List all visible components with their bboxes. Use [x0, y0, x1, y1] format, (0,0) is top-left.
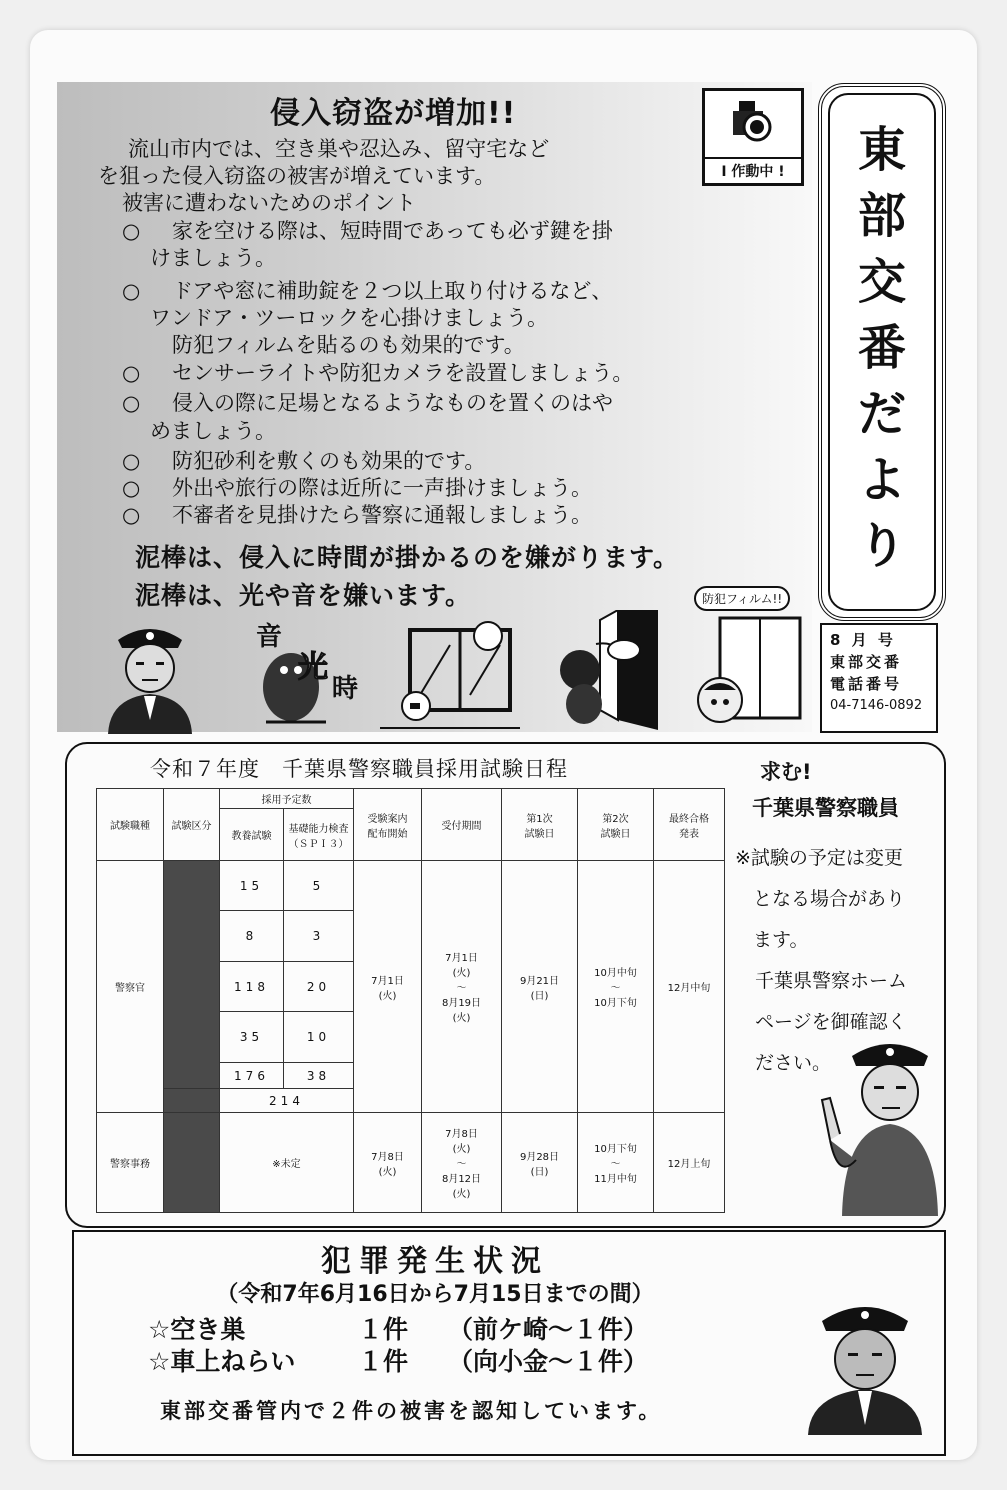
- header-second: [578, 789, 654, 861]
- planned-b: 3: [284, 911, 354, 962]
- header-guide-line: 受験案内: [367, 813, 408, 825]
- crime-type: ☆車上ねらい: [148, 1347, 296, 1376]
- recruit-subheading: 千葉県警察職員: [752, 796, 899, 820]
- note-line: ます。: [753, 929, 809, 951]
- job-police-clerk: 警察事務: [97, 1113, 164, 1213]
- bullet-1-cont: けましょう。: [150, 246, 276, 270]
- intro-line-2: を狙った侵入窃盗の被害が増えています。: [98, 164, 496, 188]
- header-final-line: 発表: [679, 828, 699, 840]
- header-first-line: 第1次: [526, 813, 553, 825]
- light-label: 光: [298, 650, 328, 685]
- officer-second-exam: [578, 861, 654, 1113]
- officer-guide-date: [354, 861, 422, 1113]
- camera-icon: [729, 99, 775, 145]
- job-police-officer: 警察官: [97, 861, 164, 1113]
- officer-final: 12月中旬: [654, 861, 725, 1113]
- date-line: 8月12日: [441, 1174, 482, 1185]
- planned-a: 176: [220, 1063, 284, 1089]
- header-planned-sub2: [284, 809, 354, 861]
- header-planned-sub2-line: 基礎能力検査: [288, 823, 349, 835]
- burglar-door-illustration: [540, 610, 670, 734]
- title-char: 部: [857, 188, 906, 244]
- bullet-text: 家を空ける際は、短時間であっても必ず鍵を掛: [172, 219, 613, 243]
- article-title: 侵入窃盗が増加!!: [270, 96, 517, 131]
- date-line: ～: [456, 983, 467, 994]
- crime-detail: （前ケ崎～１件）: [448, 1315, 649, 1344]
- planned-total: 214: [220, 1089, 354, 1113]
- date-line: ～: [610, 983, 621, 994]
- crime-summary: 東部交番管内で２件の被害を認知しています。: [160, 1399, 663, 1423]
- planned-b: 5: [284, 861, 354, 911]
- bullet-marker: ○: [122, 391, 141, 415]
- crime-detail: （向小金～１件）: [448, 1347, 649, 1376]
- bullet-marker: ○: [122, 279, 141, 303]
- crime-title: 犯罪発生状況: [321, 1244, 549, 1279]
- film-window-icon: [690, 610, 805, 734]
- title-char: り: [857, 518, 906, 574]
- note-line: ページを御確認く: [755, 1011, 907, 1033]
- phone-label: 電話番号: [830, 675, 903, 693]
- note-line: ださい。: [755, 1052, 832, 1074]
- title-char: 交: [857, 254, 906, 310]
- clerk-accept-period: [422, 1113, 502, 1213]
- header-first-line: 試験日: [524, 828, 555, 840]
- header-planned-sub2-line: （ＳＰＩ３）: [288, 838, 349, 850]
- title-char: だ: [857, 386, 906, 442]
- header-planned-sub1: 教養試験: [220, 809, 284, 861]
- date-line: (日): [530, 990, 549, 1002]
- date-line: 10月中旬: [594, 968, 637, 979]
- planned-b: 20: [284, 962, 354, 1012]
- category-cell-dark: [164, 861, 220, 1089]
- bullet-text: センサーライトや防犯カメラを設置しましょう。: [172, 361, 634, 385]
- bullet-2-cont: ワンドア・ツーロックを心掛けましょう。: [150, 306, 548, 330]
- date-line: 7月1日: [371, 975, 404, 987]
- planned-a: 15: [220, 861, 284, 911]
- security-film-illustration: [690, 586, 805, 734]
- officer-first-exam: [502, 861, 578, 1113]
- film-speech-bubble: 防犯フィルム!!: [694, 586, 790, 611]
- date-line: (火): [452, 1189, 471, 1200]
- clerk-planned: ※未定: [220, 1113, 354, 1213]
- police-officer-illustration: [100, 610, 200, 734]
- category-cell-dark: [164, 1113, 220, 1213]
- header-second-line: 試験日: [600, 828, 631, 840]
- bullet-text: 侵入の際に足場となるようなものを置くのはや: [172, 391, 613, 415]
- phone-number: 04-7146-0892: [830, 698, 923, 713]
- header-final: [654, 789, 725, 861]
- issue-info-box: [820, 623, 938, 733]
- date-line: 9月28日: [519, 1151, 560, 1163]
- bullet-1: [122, 218, 613, 245]
- header-second-line: 第2次: [602, 813, 629, 825]
- crime-count: １件: [358, 1347, 409, 1376]
- bullet-marker: ○: [122, 503, 141, 527]
- date-line: 10月下旬: [594, 998, 637, 1009]
- bullet-3: [122, 360, 633, 387]
- bullet-text: 防犯砂利を敷くのも効果的です。: [172, 449, 486, 473]
- bullet-text: 外出や旅行の際は近所に一声掛けましょう。: [172, 476, 592, 500]
- header-final-line: 最終合格: [669, 813, 709, 825]
- planned-a: 118: [220, 962, 284, 1012]
- bullet-marker: ○: [122, 219, 141, 243]
- note-line: ※試験の予定は変更: [735, 847, 903, 869]
- title-char: 東: [857, 122, 906, 178]
- note-line: となる場合があり: [753, 888, 906, 910]
- date-line: 10月下旬: [594, 1144, 637, 1155]
- bullet-marker: ○: [122, 361, 141, 385]
- date-line: (火): [452, 1013, 471, 1024]
- sound-light-illustration: [236, 612, 366, 732]
- date-line: ～: [456, 1159, 467, 1170]
- bullet-7: [122, 502, 592, 529]
- crime-period: （令和7年6月16日から7月15日までの間）: [216, 1282, 654, 1307]
- bullet-6: [122, 475, 592, 502]
- header-job: 試験職種: [97, 789, 164, 861]
- crime-count: １件: [358, 1315, 409, 1344]
- bullet-text: ドアや窓に補助錠を２つ以上取り付けるなど、: [172, 279, 613, 303]
- intro-line-1: 流山市内では、空き巣や忍込み、留守宅など: [128, 137, 550, 161]
- header-guide: [354, 789, 422, 861]
- date-line: (日): [530, 1166, 549, 1178]
- emphasis-line-2: 泥棒は、光や音を嫌います。: [135, 581, 472, 610]
- bullet-marker: ○: [122, 476, 141, 500]
- window-lock-illustration: [380, 610, 520, 734]
- bullet-marker: ○: [122, 449, 141, 473]
- bullet-4: [122, 390, 613, 417]
- sound-label: 音: [256, 622, 283, 652]
- category-cell-dark: [164, 1089, 220, 1113]
- date-line: (火): [452, 1144, 471, 1155]
- header-guide-line: 配布開始: [367, 828, 408, 840]
- planned-a: 35: [220, 1012, 284, 1063]
- officer-portrait-illustration: [800, 1285, 930, 1435]
- date-line: 9月21日: [519, 975, 560, 987]
- clerk-final: 12月上旬: [654, 1113, 725, 1213]
- date-line: 7月8日: [371, 1151, 404, 1163]
- pointing-officer-illustration: [812, 1030, 940, 1216]
- station-name: 東部交番: [830, 653, 903, 671]
- planned-b: 10: [284, 1012, 354, 1063]
- date-line: (火): [378, 990, 397, 1002]
- title-char: 番: [857, 320, 906, 376]
- date-line: 11月中旬: [594, 1174, 637, 1185]
- header-planned: 採用予定数: [220, 789, 354, 809]
- schedule-title: 令和７年度 千葉県警察職員採用試験日程: [150, 757, 568, 781]
- clerk-first-exam: [502, 1113, 578, 1213]
- date-line: ～: [610, 1159, 621, 1170]
- crime-row-burglary: [148, 1310, 648, 1346]
- time-label: 時: [332, 674, 359, 704]
- planned-a: 8: [220, 911, 284, 962]
- crime-type: ☆空き巣: [148, 1315, 246, 1344]
- header-first: [502, 789, 578, 861]
- bullet-text: 不審者を見掛けたら警察に通報しましょう。: [172, 503, 592, 527]
- bullet-4-cont: めましょう。: [150, 419, 276, 443]
- newsletter-masthead: [818, 83, 946, 621]
- date-line: (火): [452, 968, 471, 979]
- issue-label: 8 月 号: [830, 631, 896, 649]
- recruit-heading: 求む!: [760, 760, 812, 784]
- bullet-5: [122, 448, 485, 475]
- emphasis-line-1: 泥棒は、侵入に時間が掛かるのを嫌がります。: [135, 543, 680, 572]
- header-category: 試験区分: [164, 789, 220, 861]
- officer-accept-period: [422, 861, 502, 1113]
- title-char: よ: [857, 452, 906, 508]
- date-line: (火): [378, 1166, 397, 1178]
- points-heading: 被害に遭わないためのポイント: [122, 191, 416, 215]
- planned-b: 38: [284, 1063, 354, 1089]
- bullet-2: [122, 278, 612, 305]
- crime-row-vehicle: [148, 1342, 648, 1378]
- date-line: 7月8日: [445, 1129, 478, 1140]
- note-line: 千葉県警察ホーム: [755, 970, 908, 992]
- clerk-guide-date: [354, 1113, 422, 1213]
- bullet-2-cont2: 防犯フィルムを貼るのも効果的です。: [172, 333, 525, 357]
- newsletter-title: [822, 117, 942, 579]
- camera-label: I 作動中 !: [705, 157, 801, 181]
- header-accept: 受付期間: [422, 789, 502, 861]
- date-line: 7月1日: [445, 953, 478, 964]
- date-line: 8月19日: [441, 998, 482, 1009]
- security-camera-sign: [702, 88, 804, 186]
- exam-schedule-table: [96, 788, 725, 1213]
- clerk-second-exam: [578, 1113, 654, 1213]
